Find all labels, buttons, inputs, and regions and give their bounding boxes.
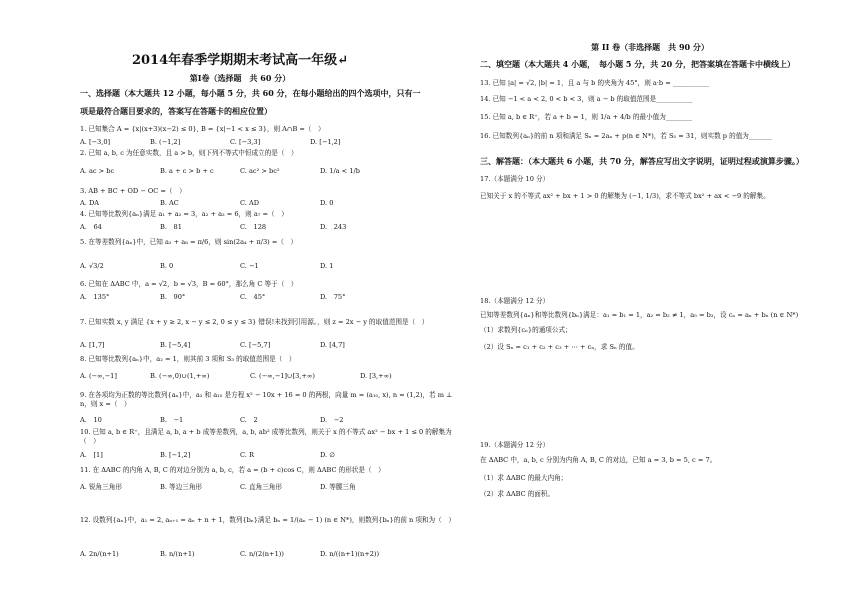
option-d: D. 243 [320,223,347,231]
question-7-options [80,341,345,350]
question-17-header: 17.（本题满分 10 分） [480,175,550,183]
question-18-part-2: （2）设 Sₙ = c₁ + c₂ + c₃ + ⋯ + cₙ，求 Sₙ 的值。 [480,343,639,351]
option-d: D. [4,7] [320,341,345,349]
question-4-options [80,223,346,232]
question-5-stem: 5. 在等差数列{aₙ}中，已知 a₂ + a₈ = π/6，则 sin(2a₄ + π/3) =（ ） [80,238,298,246]
question-12-stem: 12. 设数列{aₙ}中，a₁ = 2, aₙ₊₁ = aₙ + n + 1，数列{bₙ}满足 bₙ = 1/(aₙ − 1) (n ∈ N*)，则数列{bₙ}的前 n 项和为（ ） [80,516,455,524]
option-d: D. [3,+∞) [360,372,392,380]
question-1-options [80,138,340,147]
question-13: 13. 已知 |a| = √2, |b| = 1，且 a 与 b 的夹角为 45°，则 a·b = ___________ [480,79,710,87]
option-b: B. (−1,2] [150,138,181,146]
volume-1-heading: 第Ⅰ卷（选择题 共 60 分） [189,73,291,83]
option-c: C. [−5,7] [240,341,271,349]
option-a: A. [−3,0] [80,138,111,146]
option-b: B. 等边三角形 [160,483,203,491]
option-b: B. [−1,2] [160,451,191,459]
question-6-stem: 6. 已知在 ΔABC 中，a = √2，b = √3，B = 60°，那么角 C 等于（ ） [80,280,298,288]
option-b: B. (−∞,0)∪(1,+∞) [150,372,210,380]
option-b: B. n/(n+1) [160,550,195,558]
page-title: 2014年春季学期期末考试高一年级↵ [131,53,349,68]
question-9-options [80,416,343,425]
option-a: A. 64 [80,223,102,231]
option-a: A. DA [80,199,100,207]
option-b: B. 90° [160,293,186,301]
option-a: A. 135° [80,293,110,301]
section-3-heading: 三、解答题：（本大题共 6 小题，共 70 分，解答应写出文字说明，证明过程或演算步骤。） [480,156,804,166]
option-d: D. ∅ [320,451,335,459]
option-a: A. [1] [80,451,103,459]
question-3-stem: 3. AB + BC + OD − OC =（ ） [80,187,186,195]
question-5-options [80,262,333,271]
question-6-options [80,293,345,302]
question-18-part-1: （1）求数列{cₙ}的通项公式； [480,326,572,334]
question-8-stem: 8. 已知等比数列{aₙ}中，a₂ = 1，则其前 3 项和 S₃ 的取值范围是（ ） [80,355,296,363]
question-19-body: 在 ΔABC 中，a, b, c 分别为内角 A, B, C 的对边，已知 a = 3, b = 5, c = 7。 [480,456,717,464]
question-19-header: 19.（本题满分 12 分） [480,441,550,449]
right-column [470,0,860,608]
question-11-options [80,483,356,492]
option-a: A. 锐角三角形 [80,483,122,491]
question-17-body: 已知关于 x 的不等式 ax² + bx + 1 > 0 的解集为 (−1, 1/3)，求不等式 bx² + ax < −9 的解集。 [480,192,770,200]
volume-2-heading: 第 II 卷（非选择题 共 90 分） [591,42,709,52]
option-a: A. [1,7] [80,341,105,349]
question-12-options [80,550,379,559]
option-d: D. 等腰三角 [320,483,356,491]
question-1-stem: 1. 已知集合 A = {x|(x+3)(x−2) ≤ 0}, B = {x|−1 < x ≤ 3}，则 A∩B =（ ） [80,125,325,133]
option-b: B. [−5,4] [160,341,191,349]
option-b: B. AC [160,199,179,207]
option-c: C. [−3,3] [230,138,261,146]
question-10-stem: 10. 已知 a, b ∈ R⁺，且满足 a, b, a + b 成等差数列，a, b, ab² 成等比数列，则关于 x 的不等式 ax² − bx + 1 ≤ 0 的解集为（ ） [80,428,452,445]
question-4-stem: 4. 已知等比数列{aₙ}满足 a₁ + a₂ = 3，a₂ + a₃ = 6，则 a₇ =（ ） [80,210,288,218]
option-c: C. 45° [240,293,266,301]
option-c: C. R [240,451,254,459]
option-a: A. 2n/(n+1) [80,550,119,558]
option-c: C. AD [240,199,260,207]
option-b: B. 81 [160,223,182,231]
question-14: 14. 已知 −1 < a < 2, 0 < b < 3，则 a − b 的取值范围是___________ [480,95,693,103]
option-c: C. 直角三角形 [240,483,282,491]
question-2-stem: 2. 已知 a, b, c 为任意实数，且 a > b，则下列不等式中恒成立的是（ ） [80,149,298,157]
question-16: 16. 已知数列{aₙ}的前 n 项和满足 Sₙ = 2aₙ + p(n ∈ N*)，若 S₅ = 31，则实数 p 的值为_______ [480,132,772,140]
option-d: D. 1 [320,262,334,270]
option-c: C. 128 [240,223,267,231]
section-2-heading: 二、填空题（本大题共 4 小题， 每小题 5 分，共 20 分，把答案填在答题卡中横线上） [480,59,795,69]
question-9-stem: 9. 在各项均为正数的等比数列{aₙ}中，a₃ 和 a₁₅ 是方程 x² − 10x + 16 = 0 的两根，向量 m = (a₁₀, x), n = (1,2)，若 m ⊥ n，则 x =（ ） [80,391,453,408]
question-11-stem: 11. 在 ΔABC 的内角 A, B, C 的对边分别为 a, b, c，若 a = (b + c)cos C，则 ΔABC 的形状是（ ） [80,466,385,474]
question-2-options [80,167,360,176]
option-d: D. 1/a < 1/b [320,167,360,175]
question-7-stem: 7. 已知实数 x, y 满足 {x + y ≥ 2, x − y ≤ 2, 0 ≤ y ≤ 3} 错误!未找到引用源。，则 z = 2x − y 的取值范围是（ ） [80,318,429,326]
option-c: C. ac² > bc² [240,167,280,175]
option-a: A. √3/2 [80,262,104,270]
option-d: D. 0 [320,199,334,207]
option-c: C. −1 [240,262,259,270]
option-d: D. [−1,2] [310,138,341,146]
question-15: 15. 已知 a, b ∈ R⁺，若 a + b = 1，则 1/a + 4/b 的最小值为________ [480,113,693,121]
section-1-heading-line-1: 一、选择题（本大题共 12 小题，每小题 5 分，共 60 分，在每小题给出的四个选项中，只有一 [80,88,421,98]
question-18-body: 已知等差数列{aₙ}和等比数列{bₙ}满足：a₁ = b₁ = 1，a₂ = b₂ ≠ 1，a₅ = b₃，设 cₙ = aₙ + bₙ (n ∈ N*) [480,311,799,319]
option-c: C. 2 [240,416,258,424]
question-19-part-1: （1）求 ΔABC 的最大内角； [480,474,568,482]
question-18-header: 18.（本题满分 12 分） [480,297,550,305]
option-c: C. (−∞,−1]∪[3,+∞) [250,372,315,380]
option-b: B. −1 [160,416,184,424]
question-8-options [80,372,392,381]
option-d: D. −2 [320,416,344,424]
option-a: A. ac > bc [80,167,115,175]
option-a: A. 10 [80,416,102,424]
option-d: D. n/((n+1)(n+2)) [320,550,380,558]
question-3-options [80,199,333,208]
option-a: A. (−∞,−1] [80,372,117,380]
option-b: B. a + c > b + c [160,167,214,175]
section-1-heading-line-2: 项是最符合题目要求的，答案写在答题卡的相应位置） [80,106,272,116]
question-19-part-2: （2）求 ΔABC 的面积。 [480,490,555,498]
option-b: B. 0 [160,262,174,270]
question-10-options [80,451,335,460]
option-c: C. n/(2(n+1)) [240,550,284,558]
option-d: D. 75° [320,293,346,301]
